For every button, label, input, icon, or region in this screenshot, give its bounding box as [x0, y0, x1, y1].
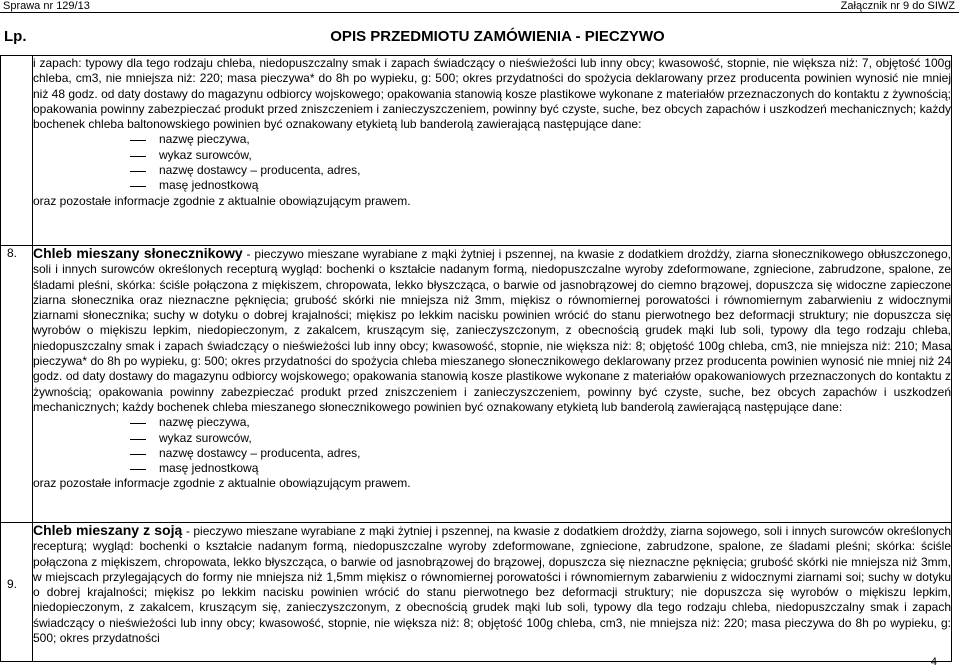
list-item: nazwę dostawcy – producenta, adres, [33, 446, 951, 461]
list-item: nazwę dostawcy – producenta, adres, [33, 163, 951, 178]
list-item: nazwę pieczywa, [33, 132, 951, 147]
row-description [33, 56, 952, 246]
page-header [0, 0, 959, 12]
product-name: Chleb mieszany słonecznikowy [33, 245, 243, 261]
row-description [33, 246, 952, 523]
row-description [33, 523, 952, 662]
case-number: Sprawa nr 129/13 [3, 0, 90, 12]
column-header-lp: Lp. [4, 28, 27, 45]
row-number-cell [1, 246, 33, 523]
table-row [1, 523, 952, 662]
row-number-cell [1, 56, 33, 246]
page-number: 4 [930, 656, 937, 668]
product-text: - pieczywo mieszane wyrabiane z mąki żytniej i pszennej, na kwasie z dodatkiem drożdży, ziarna słonecznikowego obłuszczonego, soli i innych surowców określonych recepturą wygląd: bochenki o kształcie nadanym formą, niedopuszczalne wyroby zdeformowane, zgniecione, zabrudzone, spalone, ze śladami pleśni, skórka: ściśle połączona z miękiszem, chropowata, lekko błyszcząca, o barwie od jasnobrązowej do ciemno brązowej, dopuszcza się widoczne zapieczone ziarna słonecznika oraz nieznaczne pęknięcia; grubość skórki nie mniejsza niż 3mm, miękisz o równomiernej porowatości i równomiernym zabarwieniu z widocznymi ziarnami słonecznika; suchy w dotyku o dobrej krajalności; miękisz po lekkim nacisku powinien wrócić do stanu pierwotnego bez deformacji struktury; nie dopuszcza się wyrobów o miękiszu lepkim, niedopieczonym, z zakalcem, kruszącym się, zanieczyszczonym, z obecnością grudek mąki lub soli, typowy dla tego rodzaju chleba, niedopuszczalny smak i zapach świadczący o nieświeżości lub inny obcy; kwasowość, stopnie, nie większa niż: 8; objętość 100g chleba, cm3, nie mniejsza niż: 210; Masa pieczywa* do 8h po wypieku, g: 500; okres przydatności do spożycia chleba mieszanego słonecznikowego deklarowany przez producenta powinien wynosić nie mniej niż 24 godz. od daty dostawy do magazynu odbiorcy wojskowego; opakowania stanowią kosze plastikowe wykonane z materiałów opakowaniowych przeznaczonych do kontaktu z żywnością; opakowania powinny zabezpieczać produkt przed zniszczeniem i zanieczyszczeniem, powinny być czyste, suche, bez obcych zapachów i uszkodzeń mechanicznych; każdy bochenek chleba mieszanego słonecznikowego powinien być oznakowany etykietą lub banderolą zawierającą następujące dane: [33, 247, 951, 414]
header-rule [0, 12, 959, 13]
product-text: - pieczywo mieszane wyrabiane z mąki żytniej i pszennej, na kwasie z dodatkiem drożdży, ziarna sojowego, soli i innych surowców określonych recepturą; wygląd: bochenki o kształcie nadanym formą, niedopuszczalne wyroby zdeformowane, zgniecione, zabrudzone, spalone, ze śladami pleśni; skórka: ściśle połączona z miękiszem, chropowata, lekko błyszcząca, o barwie od jasnobrązowej do brązowej, dopuszcza się nieznaczne pęknięcia; grubość skórki nie mniejsza niż 3mm, w miejscach przylegających do formy nie mniejsza niż 1,5mm miękisz o równomiernej porowatości i równomiernym zabarwieniu z widocznymi ziarnami soi; suchy w dotyku o dobrej krajalności; miękisz po lekkim nacisku powinien wrócić do stanu pierwotnego bez deformacji struktury; nie dopuszcza się wyrobów o miękiszu lepkim, niedopieczonym, z zakalcem, kruszącym się, zanieczyszczonym, z obecnością grudek mąki lub soli, typowy dla tego rodzaju chleba, niedopuszczalny smak i zapach świadczący o nieświeżości lub inny obcy; kwasowość, stopnie, nie większa niż: 8; objętość 100g chleba, cm3, nie mniejsza niż: 220; masa pieczywa do 8h po wypieku, g: 500; okres przydatności [33, 524, 951, 646]
row-number: 8. [7, 246, 18, 260]
list-item: wykaz surowców, [33, 431, 951, 446]
list-item: nazwę pieczywa, [33, 415, 951, 430]
product-name: Chleb mieszany z soją [33, 522, 183, 538]
description-footer: oraz pozostałe informacje zgodnie z aktualnie obowiązującym prawem. [33, 476, 411, 491]
description-text: i zapach: typowy dla tego rodzaju chleba, niedopuszczalny smak i zapach świadczący o nieświeżości lub inny obcy; kwasowość, stopnie, nie większa niż: 7, objętość 100g chleba, cm3, nie mniejsza niż: 220; masa pieczywa* do 8h po wypieku, g: 500; okres przydatności do spożycia deklarowany przez producenta powinien wynosić nie mniej niż 48 godz. od daty dostawy do magazynu odbiorcy wojskowego; opakowania stanowią kosze plastikowe wykonane z materiałów przeznaczonych do kontaktu z żywnością; opakowania powinny zabezpieczać produkt przed zniszczeniem i zanieczyszczeniem, powinny być czyste, suche, bez obcych zapachów i uszkodzeń mechanicznych; każdy bochenek chleba baltonowskiego powinien być oznakowany etykietą lub banderolą zawierającą następujące dane: [33, 56, 951, 132]
description-footer: oraz pozostałe informacje zgodnie z aktualnie obowiązującym prawem. [33, 193, 411, 208]
table-row [1, 56, 952, 246]
description-text [33, 523, 951, 646]
spec-table [0, 55, 952, 662]
row-number-cell [1, 523, 33, 662]
label-list [33, 132, 951, 193]
attachment-label: Załącznik nr 9 do SIWZ [840, 0, 955, 12]
list-item: masę jednostkową [33, 178, 951, 193]
page-title: OPIS PRZEDMIOTU ZAMÓWIENIA - PIECZYWO [330, 28, 665, 45]
table-row [1, 246, 952, 523]
list-item: masę jednostkową [33, 461, 951, 476]
list-item: wykaz surowców, [33, 148, 951, 163]
label-list [33, 415, 951, 476]
row-number: 9. [7, 577, 18, 591]
description-text [33, 246, 951, 415]
